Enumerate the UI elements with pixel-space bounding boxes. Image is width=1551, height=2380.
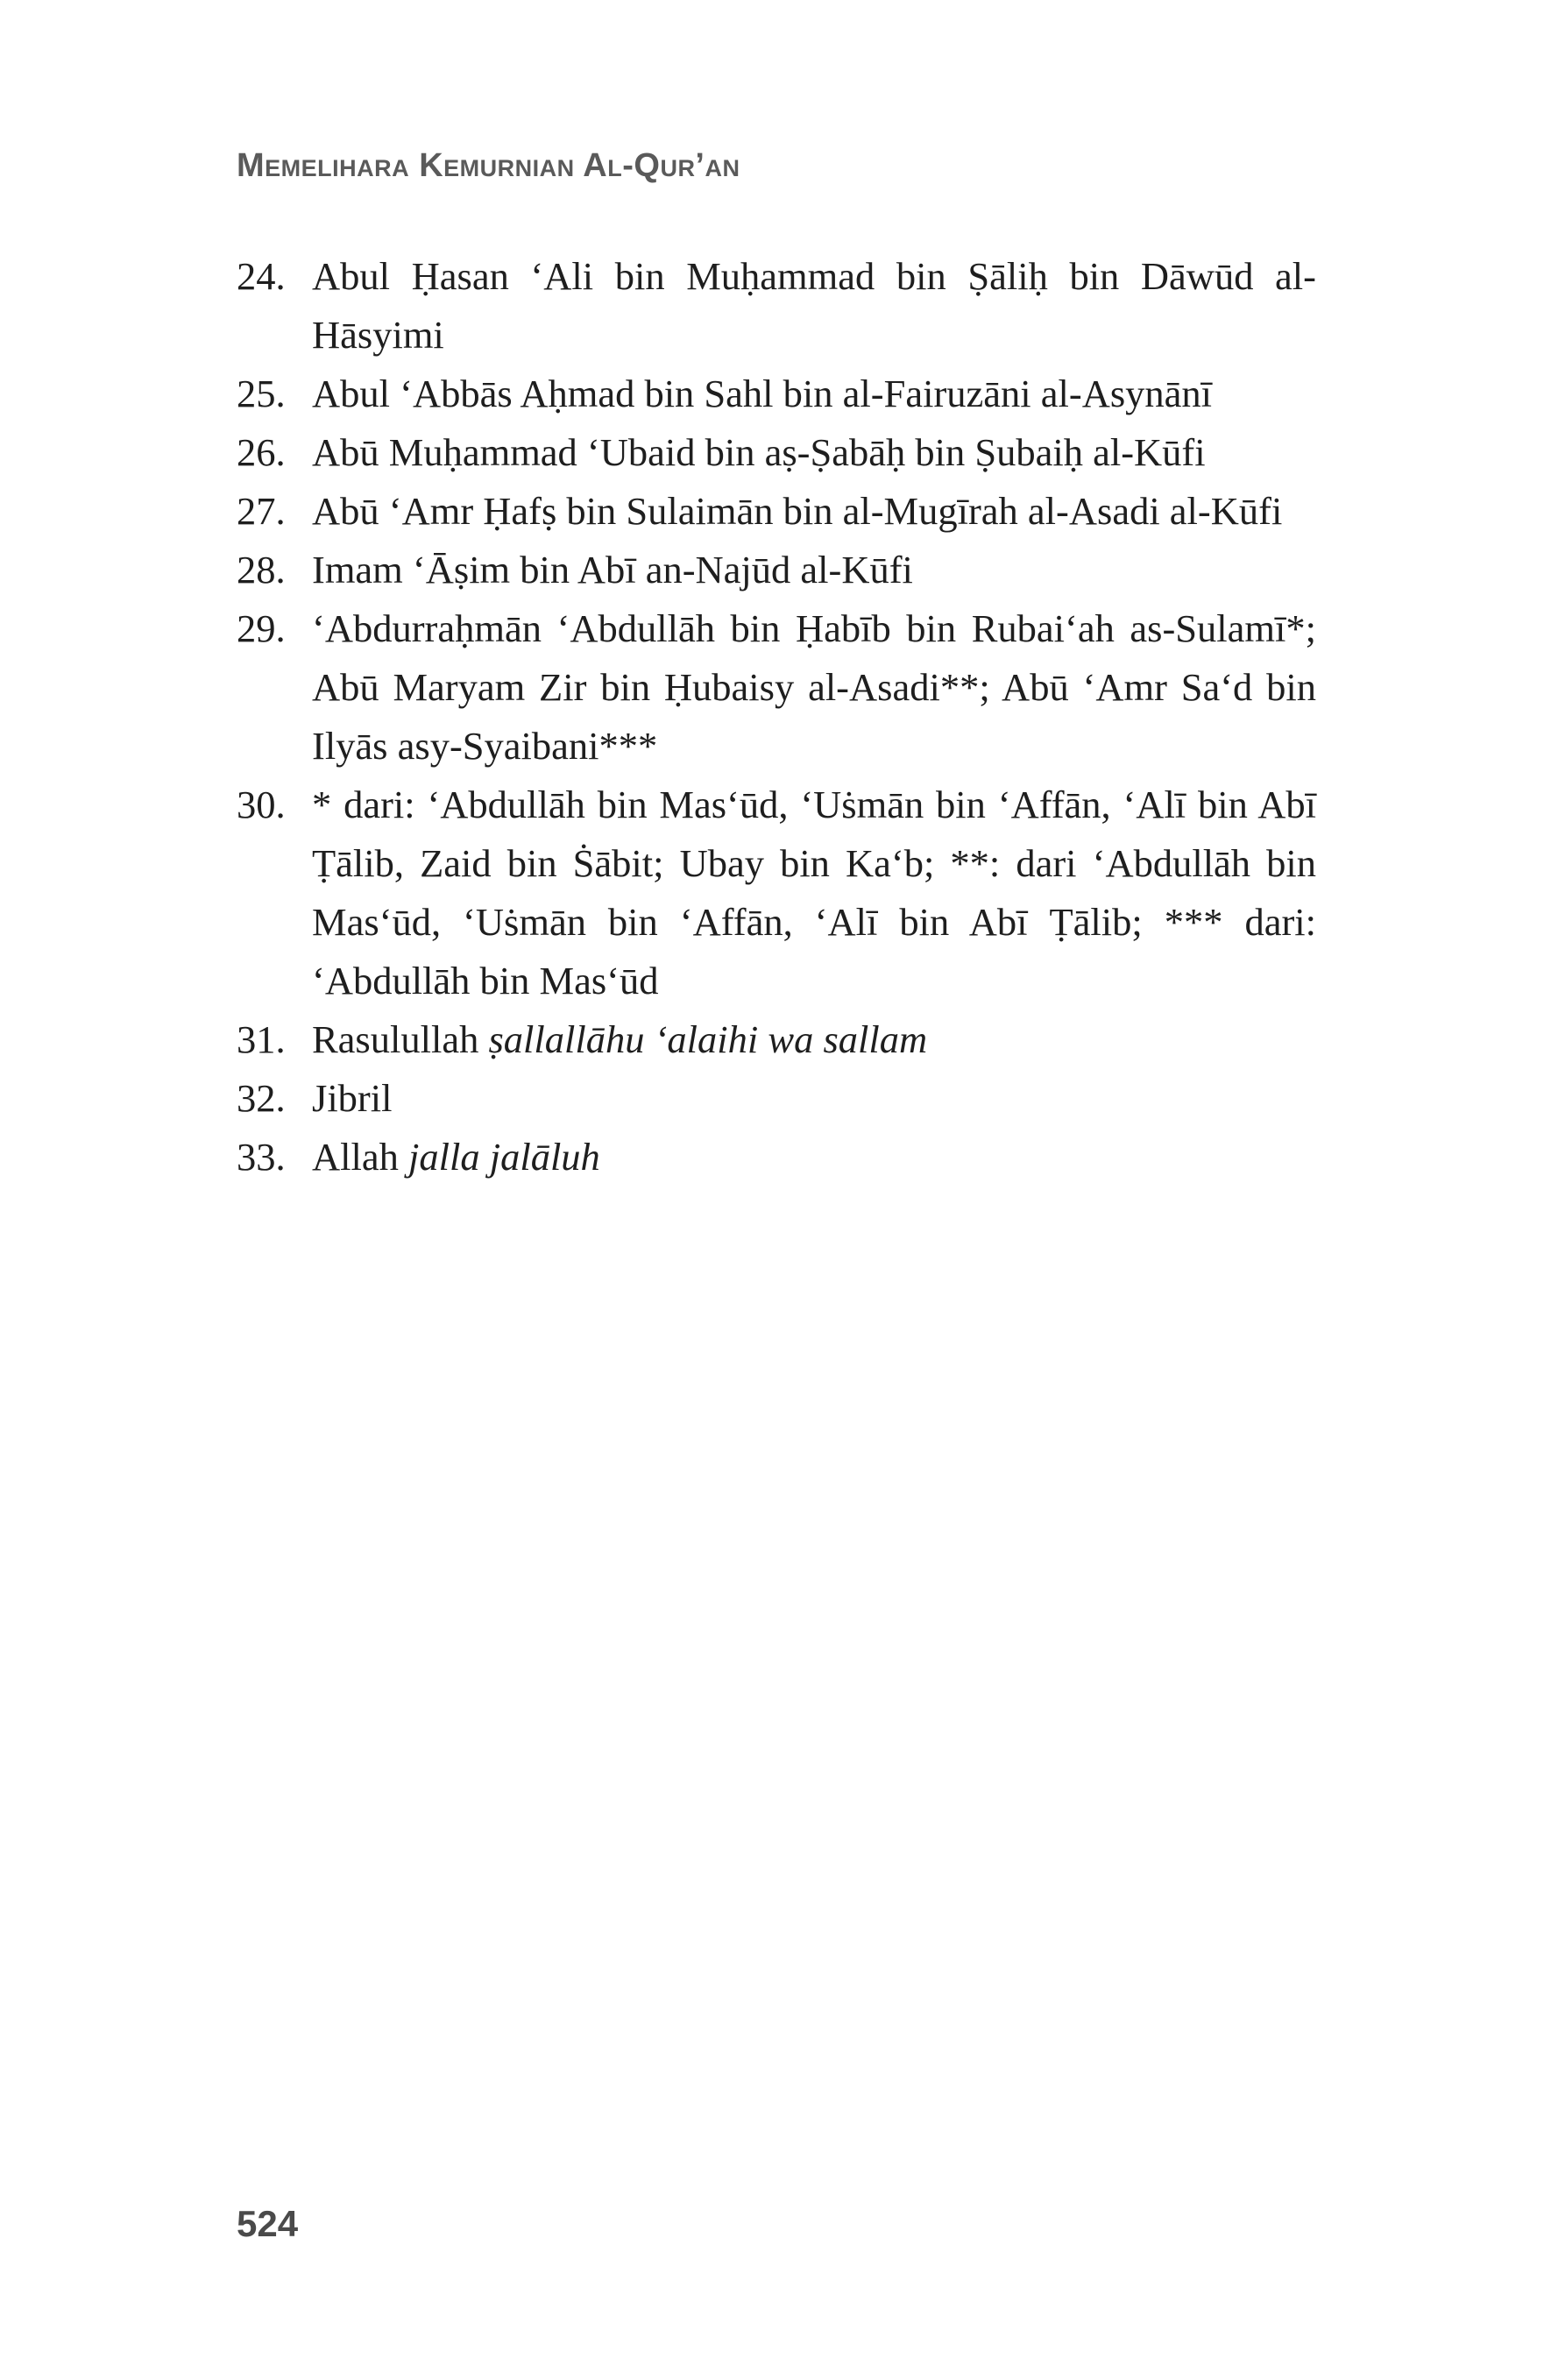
list-item-28 [237, 541, 1316, 599]
running-head: Memelihara Kemurnian Al-Qur’an [237, 147, 740, 184]
list-item-33 [237, 1128, 1316, 1186]
item-number: 28. [237, 548, 286, 591]
item-number: 32. [237, 1076, 286, 1120]
list-item-24 [237, 247, 1316, 365]
item-text: Abul Ḥasan ‘Ali bin Muḥammad bin Ṣāliḥ bin Dāwūd al-Hāsyimi [312, 254, 1316, 357]
item-text-line [312, 1010, 1316, 1069]
page-number: 524 [237, 2203, 299, 2244]
item-number: 27. [237, 489, 286, 533]
item-text: ‘Abdurraḥmān ‘Abdullāh bin Ḥabīb bin Rubai‘ah as-Sulamī*; Abū Maryam Zir bin Ḥubaisy al-Asadi**; Abū ‘Amr Sa‘d bin Ilyās asy-Syaibani*** [312, 606, 1316, 768]
item-text: Abul ‘Abbās Aḥmad bin Sahl bin al-Fairuzāni al-Asynānī [312, 372, 1213, 415]
item-text: Imam ‘Āṣim bin Abī an-Najūd al-Kūfi [312, 548, 913, 591]
item-number: 30. [237, 783, 286, 826]
item-text: Abū ‘Amr Ḥafṣ bin Sulaimān bin al-Mugīrah al-Asadi al-Kūfi [312, 489, 1283, 533]
item-number: 33. [237, 1135, 286, 1179]
list-item-30 [237, 776, 1316, 1010]
item-number: 25. [237, 372, 286, 415]
item-number: 24. [237, 254, 286, 298]
list-item-26 [237, 423, 1316, 482]
item-text: Jibril [312, 1076, 393, 1120]
item-emphasis: ṣallallāhu ‘alaihi wa sallam [488, 1017, 928, 1061]
item-emphasis: jalla jalāluh [408, 1135, 600, 1179]
item-number: 31. [237, 1017, 286, 1061]
item-text: Rasulullah [312, 1017, 479, 1061]
item-text: * dari: ‘Abdullāh bin Mas‘ūd, ‘Uṡmān bin ‘Affān, ‘Alī bin Abī Ṭālib, Zaid bin Ṡābit; Ubay bin Ka‘b; **: dari ‘Abdullāh bin Mas‘ūd, ‘Uṡmān bin ‘Affān, ‘Alī bin Abī Ṭālib; *** dari: ‘Abdullāh bin Mas‘ūd [312, 783, 1316, 1002]
list-item-25 [237, 365, 1316, 423]
item-text: Allah [312, 1135, 399, 1179]
item-text-line [312, 1128, 1316, 1186]
chain-list [237, 247, 1316, 1186]
list-item-31 [237, 1010, 1316, 1069]
list-item-27 [237, 482, 1316, 541]
item-number: 26. [237, 430, 286, 474]
list-item-29 [237, 599, 1316, 776]
list-item-32 [237, 1069, 1316, 1128]
item-number: 29. [237, 606, 286, 650]
item-text: Abū Muḥammad ‘Ubaid bin aṣ-Ṣabāḥ bin Ṣubaiḥ al-Kūfi [312, 430, 1206, 474]
